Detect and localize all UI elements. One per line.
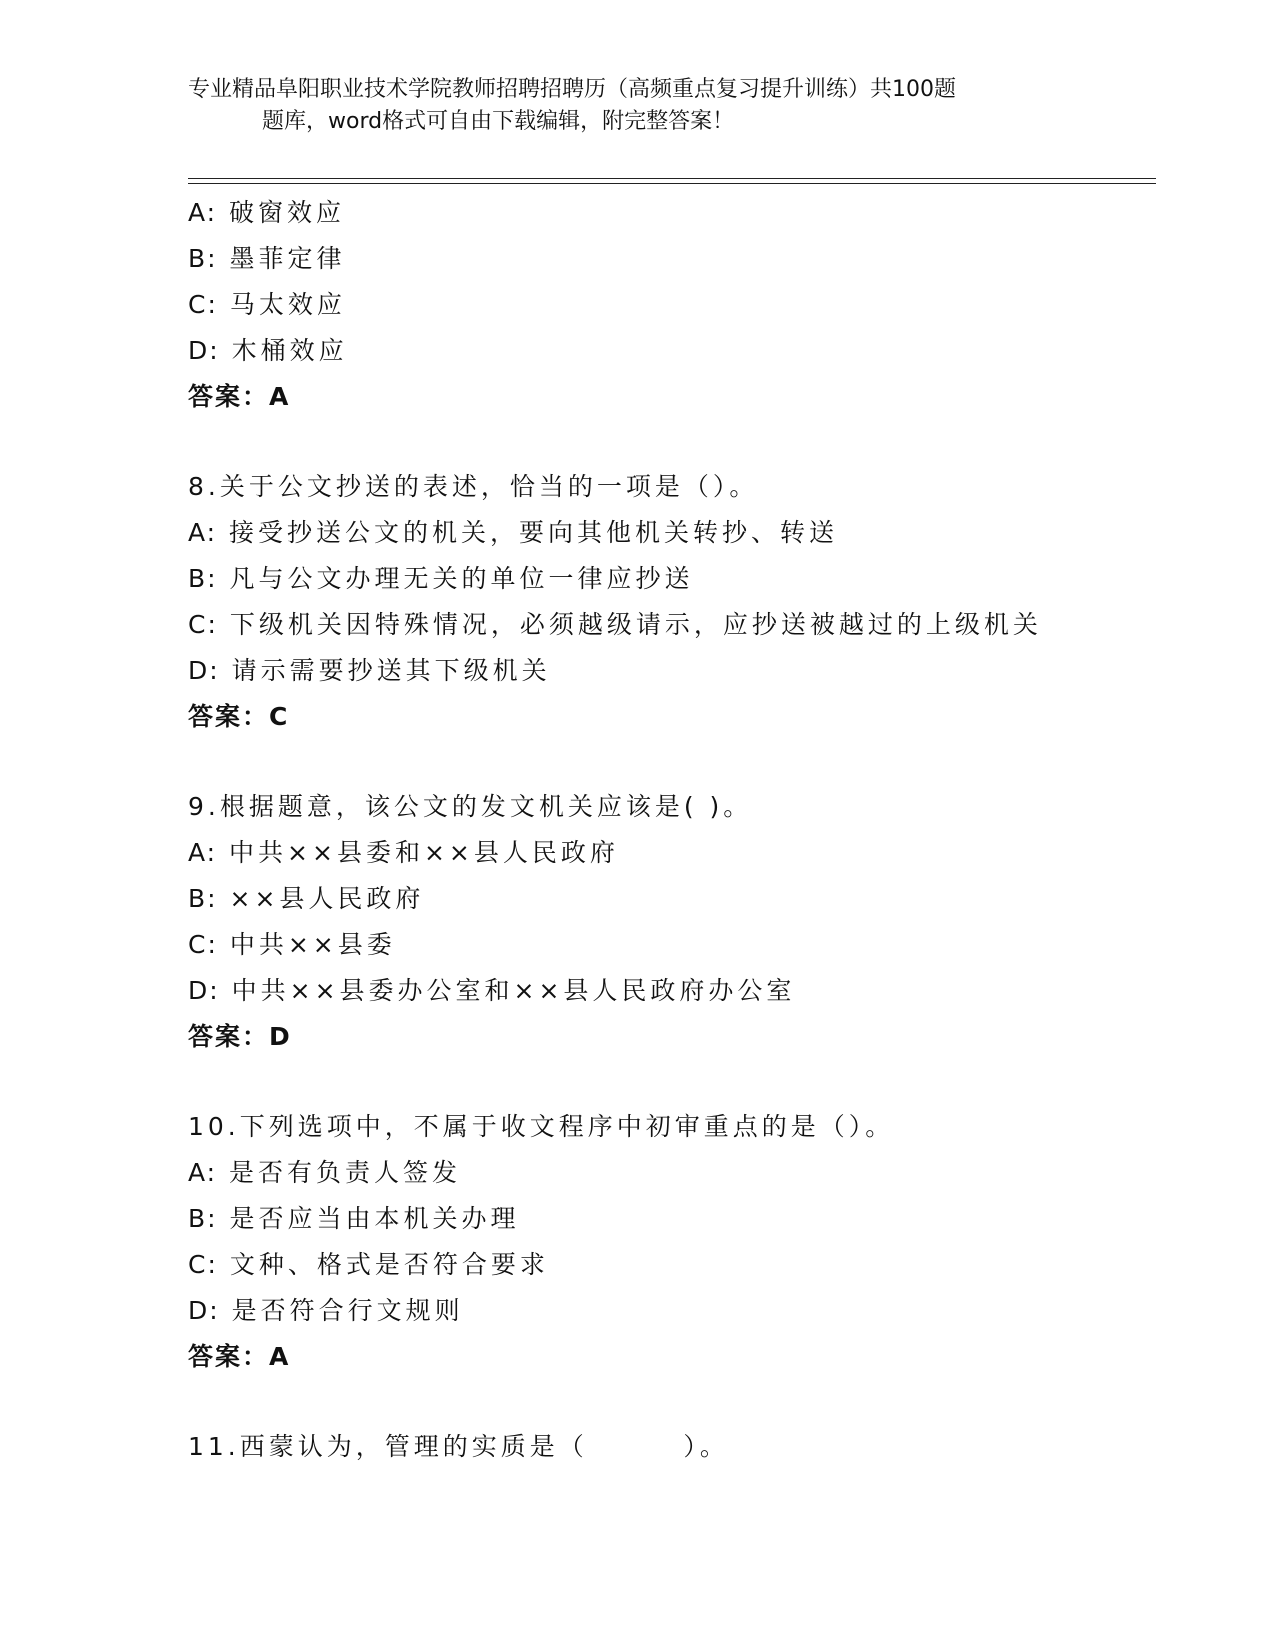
spacer — [188, 1060, 1148, 1104]
option-d — [188, 648, 1148, 694]
option-text: 是否应当由本机关办理 — [229, 1204, 520, 1233]
option-a — [188, 510, 1148, 556]
option-label: C: — [188, 290, 218, 319]
option-a — [188, 830, 1148, 876]
option-text: 接受抄送公文的机关，要向其他机关转抄、转送 — [229, 518, 839, 547]
option-text: 马太效应 — [229, 290, 346, 319]
option-c — [188, 1242, 1148, 1288]
option-a — [188, 190, 1148, 236]
answer-line: 答案：A — [188, 1342, 291, 1371]
answer-line: 答案：C — [188, 702, 290, 731]
option-text: 中共××县委和××县人民政府 — [229, 838, 619, 867]
question-stem: 11.西蒙认为，管理的实质是（ ）。 — [188, 1432, 729, 1461]
option-d — [188, 328, 1148, 374]
option-c — [188, 922, 1148, 968]
question-block — [188, 464, 1148, 740]
answer-line: 答案：A — [188, 382, 291, 411]
header-title-line-1: 专业精品阜阳职业技术学院教师招聘招聘历（高频重点复习提升训练）共100题 — [188, 77, 956, 102]
header-divider-bottom — [188, 183, 1156, 184]
option-text: 中共××县委办公室和××县人民政府办公室 — [231, 976, 796, 1005]
question-stem: 9.根据题意，该公文的发文机关应该是( )。 — [188, 792, 753, 821]
option-b — [188, 876, 1148, 922]
option-text: ××县人民政府 — [229, 884, 425, 913]
option-text: 请示需要抄送其下级机关 — [231, 656, 551, 685]
option-label: C: — [188, 610, 218, 639]
option-text: 中共××县委 — [229, 930, 396, 959]
option-label: A: — [188, 198, 218, 227]
option-label: B: — [188, 244, 218, 273]
option-label: D: — [188, 976, 220, 1005]
option-text: 是否符合行文规则 — [231, 1296, 464, 1325]
option-label: A: — [188, 838, 218, 867]
option-text: 文种、格式是否符合要求 — [229, 1250, 549, 1279]
question-stem: 10.下列选项中，不属于收文程序中初审重点的是（）。 — [188, 1112, 895, 1141]
answer-line: 答案：D — [188, 1022, 292, 1051]
spacer — [188, 740, 1148, 784]
header-divider-top — [188, 178, 1156, 179]
question-stem: 8.关于公文抄送的表述，恰当的一项是（）。 — [188, 472, 759, 501]
option-label: A: — [188, 1158, 218, 1187]
document-header — [188, 74, 1068, 138]
option-a — [188, 1150, 1148, 1196]
option-label: C: — [188, 930, 218, 959]
option-c — [188, 282, 1148, 328]
option-label: B: — [188, 564, 218, 593]
option-label: B: — [188, 884, 218, 913]
option-b — [188, 1196, 1148, 1242]
option-label: A: — [188, 518, 218, 547]
option-text: 凡与公文办理无关的单位一律应抄送 — [229, 564, 694, 593]
option-label: C: — [188, 1250, 218, 1279]
option-c — [188, 602, 1148, 648]
option-d — [188, 968, 1148, 1014]
option-text: 下级机关因特殊情况，必须越级请示，应抄送被越过的上级机关 — [229, 610, 1042, 639]
option-text: 破窗效应 — [229, 198, 346, 227]
option-label: D: — [188, 1296, 220, 1325]
header-title-line-2: 题库，word格式可自由下载编辑，附完整答案！ — [262, 109, 735, 134]
question-block — [188, 784, 1148, 1060]
spacer — [188, 420, 1148, 464]
option-label: D: — [188, 656, 220, 685]
option-text: 木桶效应 — [231, 336, 348, 365]
option-b — [188, 236, 1148, 282]
question-block — [188, 1104, 1148, 1380]
question-block — [188, 1424, 1148, 1470]
question-list — [188, 190, 1148, 1470]
spacer — [188, 1380, 1148, 1424]
option-label: B: — [188, 1204, 218, 1233]
option-text: 是否有负责人签发 — [229, 1158, 462, 1187]
option-text: 墨菲定律 — [229, 244, 346, 273]
option-d — [188, 1288, 1148, 1334]
question-block — [188, 190, 1148, 420]
option-label: D: — [188, 336, 220, 365]
option-b — [188, 556, 1148, 602]
